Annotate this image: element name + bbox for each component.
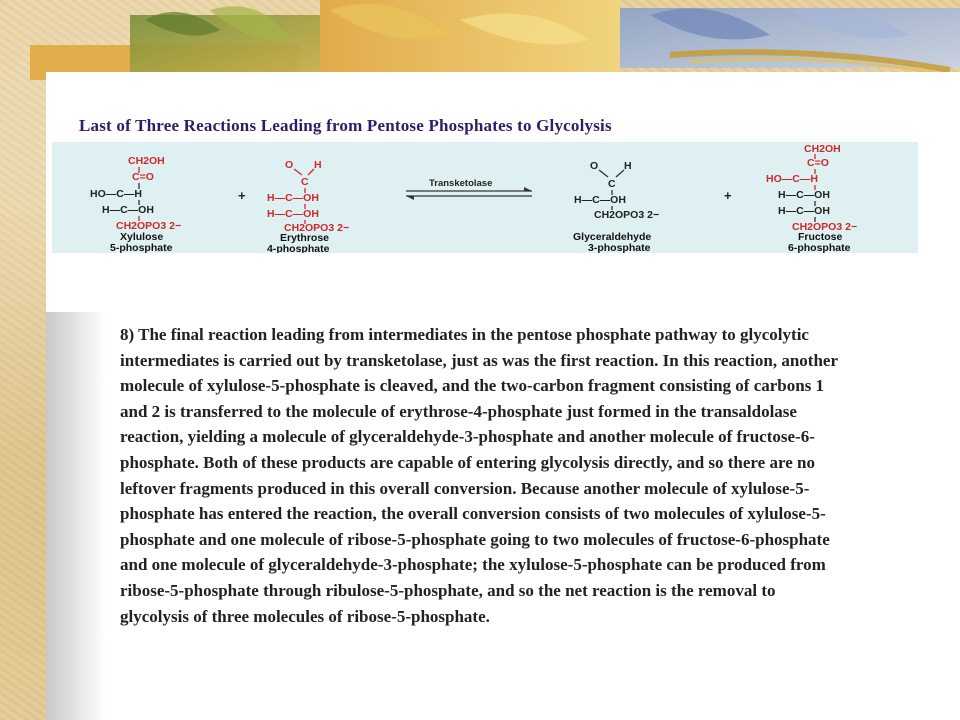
- atom-group: C: [301, 176, 309, 188]
- atom-group: HO—C—H: [766, 173, 818, 185]
- leaf-decoration: [30, 0, 960, 80]
- atom-group: H—C—OH: [267, 192, 319, 204]
- atom-group: C: [608, 178, 616, 190]
- diagram-title: Last of Three Reactions Leading from Pentose Phosphates to Glycolysis: [79, 116, 612, 135]
- atom-group: CH2OPO3 2−: [792, 221, 858, 233]
- molecule-glyceraldehyde: [573, 160, 659, 253]
- atom-group: C=O: [807, 157, 829, 169]
- enzyme-label: Transketolase: [429, 178, 493, 189]
- molecule-name: Glyceraldehyde: [573, 231, 652, 243]
- atom-group: H—C—OH: [778, 189, 830, 201]
- molecule-subname: 4-phosphate: [267, 243, 330, 253]
- equilibrium-arrow: [406, 178, 532, 200]
- molecule-erythrose: [267, 159, 349, 253]
- molecule-subname: 6-phosphate: [788, 242, 851, 253]
- atom-group: CH2OH: [804, 143, 841, 155]
- atom-group: H—C—OH: [267, 208, 319, 220]
- atom-group: CH2OH: [128, 155, 165, 167]
- atom-group: H—C—OH: [778, 205, 830, 217]
- molecule-name: Xylulose: [120, 231, 164, 243]
- atom-group: CH2OPO3 2−: [284, 222, 350, 234]
- molecule-subname: 3-phosphate: [588, 242, 651, 253]
- atom-group: H—C—OH: [102, 204, 154, 216]
- reaction-diagram: [52, 142, 918, 253]
- atom-group: CH2OPO3 2−: [116, 220, 182, 232]
- molecule-name: Fructose: [798, 231, 843, 243]
- panel-shadow: [46, 312, 106, 720]
- molecule-subname: 5-phosphate: [110, 242, 173, 253]
- atom-group: H: [624, 160, 632, 172]
- atom-group: C=O: [132, 171, 154, 183]
- plus-sign: +: [724, 188, 732, 203]
- atom-group: O: [285, 159, 294, 171]
- atom-group: O: [590, 160, 599, 172]
- molecule-fructose: [766, 143, 857, 253]
- atom-group: H: [314, 159, 322, 171]
- atom-group: HO—C—H: [90, 188, 142, 200]
- atom-group: H—C—OH: [574, 194, 626, 206]
- plus-sign: +: [238, 188, 246, 203]
- explanation-paragraph: 8) The final reaction leading from intermediates in the pentose phosphate pathway to glycolytic intermediates is carried out by transketolase, just as was the first reaction. In this reaction, another molecule of xylulose-5-phosphate is cleaved, and the two-carbon fragment consisting of carbons 1 and 2 is transferred to the molecule of erythrose-4-phosphate just formed in the transaldolase reaction, yielding a molecule of glyceraldehyde-3-phosphate and another molecule of fructose-6-phosphate. Both of these products are capable of entering glycolysis directly, and so there are no leftover fragments produced in this overall conversion. Because another molecule of xylulose-5-phosphate has entered the reaction, the overall conversion consists of two molecules of xylulose-5-phosphate and one molecule of ribose-5-phosphate going to two molecules of fructose-6-phosphate and one molecule of glyceraldehyde-3-phosphate; the xylulose-5-phosphate can be produced from ribose-5-phosphate through ribulose-5-phosphate, and so the net reaction is the removal to glycolysis of three molecules of ribose-5-phosphate.: [120, 325, 838, 626]
- atom-group: CH2OPO3 2−: [594, 209, 660, 221]
- molecule-xylulose: [90, 155, 181, 253]
- molecule-name: Erythrose: [280, 232, 330, 244]
